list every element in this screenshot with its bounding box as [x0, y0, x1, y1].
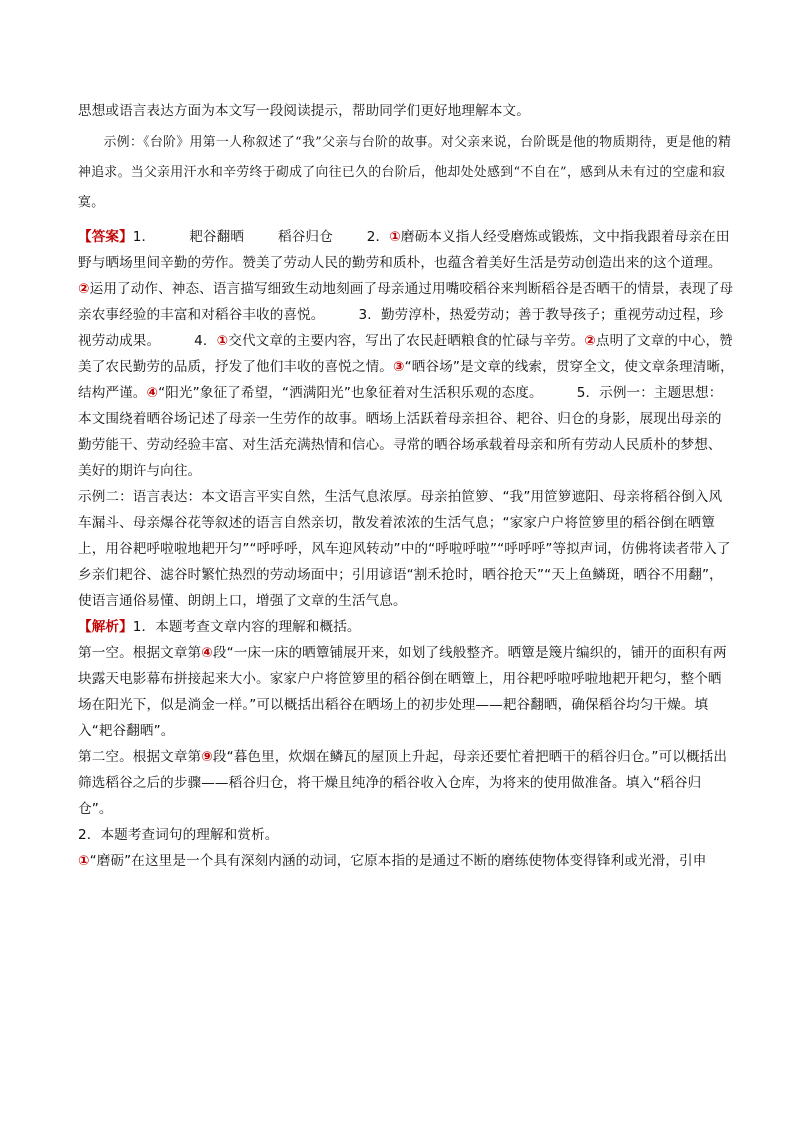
- analysis-blank-2: [78, 744, 734, 822]
- answer-q2-text-2: 运用了动作、神态、语言描写细致生动地刻画了母亲通过用嘴咬稻谷来判断稻谷是否晒干的情景，表现了母亲农事经验的丰富和对稻谷丰收的喜悦。: [78, 281, 734, 323]
- answer-q4-mark-2: ②: [584, 333, 596, 349]
- analysis-blank-2-mark: ⑨: [201, 749, 213, 765]
- example-paragraph: 示例：《台阶》用第一人称叙述了“我”父亲与台阶的故事。对父亲来说，台阶既是他的物质期待，更是他的精神追求。当父亲用汗水和辛劳终于砌成了向往已久的台阶后，他却处处感到“不自在”，感到从未有过的空虚和寂寞。: [78, 135, 732, 210]
- analysis-q2-text: “磨砺”在这里是一个具有深刻内涵的动词，它原本指的是通过不断的磨练使物体变得锋利或光滑，引申: [89, 853, 707, 869]
- analysis-blank-1-prefix: 第一空。根据文章第: [78, 645, 202, 661]
- answer-q1-b: 稻谷归仓: [278, 229, 333, 245]
- analysis-q2-mark: ①: [78, 853, 90, 869]
- answer-q5-number: 5．: [576, 385, 600, 401]
- answer-paragraph-3: 示例二：语言表达：本文语言平实自然，生活气息浓厚。母亲拍笸箩、“我”用笸箩遮阳、母亲将稻谷倒入风车漏斗、母亲爆谷花等叙述的语言自然亲切，散发着浓浓的生活气息；“家家户户将笸箩里的稻谷倒在晒簟上，用谷耙呼啦啦地耙开匀”“呼呼呼，风车迎风转动”中的“呼啦呼啦”“呼呼呼”等拟声词，仿佛将读者带入了乡亲们耙谷、滤谷时繁忙热烈的劳动场面中；引用谚语“割禾抢时，晒谷抢天”“天上鱼鳞斑，晒谷不用翻”，使语言通俗易懂、朗朗上口，增强了文章的生活气息。: [78, 489, 731, 609]
- answer-q4-text-2: 点明了文章的中心，赞美了农民勤劳的品质，抒发了他们丰收的喜悦之情。: [78, 333, 733, 375]
- answer-q2-mark-2: ②: [78, 281, 90, 297]
- intro-line: 思想或语言表达方面为本文写一段阅读提示，帮助同学们更好地理解本文。: [78, 103, 530, 119]
- analysis-label: 【解析】: [78, 619, 133, 635]
- analysis-blank-2-prefix: 第二空。根据文章第: [78, 749, 202, 765]
- analysis-q1-heading: 1．本题考查文章内容的理解和概括。: [132, 619, 361, 635]
- answer-label: 【答案】: [78, 229, 133, 245]
- answer-q1-a: 耙谷翻晒: [189, 229, 245, 245]
- analysis-q2-heading: 2．本题考查词句的理解和赏析。: [78, 827, 279, 843]
- answer-q4-text-4: “阳光”象征了希望，“洒满阳光”也象征着对生活积乐观的态度。: [158, 385, 543, 401]
- answer-q2-number: 2．: [366, 229, 390, 245]
- analysis-blank-1-text: 段“一床一床的晒簟铺展开来，如划了线般整齐。晒簟是篾片编织的，铺开的面积有两块露天电影幕布拼接起来大小。家家户户将笸箩里的稻谷倒在晒簟上，用谷耙呼啦呼啦地耙开耙匀，整个晒场在阳光下，似是淌金一样。”可以概括出稻谷在晒场上的初步处理——耙谷翻晒，确保稻谷均匀干燥。填入“耙谷翻晒”。: [78, 645, 727, 739]
- answer-q2-mark-1: ①: [389, 229, 401, 245]
- answer-q4-number: 4．: [194, 333, 217, 349]
- answer-q4-mark-3: ③: [392, 359, 405, 375]
- answer-paragraph-1: [78, 224, 734, 276]
- answer-q4-text-3: “晒谷场”是文章的线索，贯穿全文，使文章条理清晰，结构严谨。: [78, 359, 734, 401]
- answer-q4-mark-4: ④: [146, 385, 159, 401]
- analysis-blank-2-text: 段“暮色里，炊烟在鳞瓦的屋顶上升起，母亲还要忙着把晒干的稻谷归仓。”可以概括出筛选稻谷之后的步骤——稻谷归仓，将干燥且纯净的稻谷收入仓库，为将来的使用做准备。填入“稻谷归仓”。: [78, 749, 728, 817]
- analysis-blank-1: [78, 640, 734, 744]
- answer-q4-text-1: 交代文章的主要内容，写出了农民赶晒粮食的忙碌与辛劳。: [228, 333, 585, 349]
- analysis-blank-1-mark: ④: [201, 645, 213, 661]
- answer-q4-mark-1: ①: [216, 333, 229, 349]
- answer-q1-number: 1．: [132, 229, 156, 245]
- answer-q3-number: 3．: [358, 307, 381, 323]
- answer-q5-text-1: 示例一：主题思想：本文围绕着晒谷场记述了母亲一生劳作的故事。晒场上活跃着母亲担谷、耙谷、归仓的身影，展现出母亲的勤劳能干、劳动经验丰富、对生活充满热情和信心。寻常的晒谷场承载着母亲和所有劳动人民质朴的梦想、美好的期许与向往。: [78, 385, 723, 479]
- answer-q2-text-1: 磨砺本义指人经受磨炼或锻炼，文中指我跟着母亲在田野与晒场里间辛勤的劳作。赞美了劳动人民的勤劳和质朴，也蕴含着美好生活是劳动创造出来的这个道理。: [78, 229, 730, 271]
- answer-q3-text: 勤劳淳朴，热爱劳动；善于教导孩子；重视劳动过程，珍视劳动成果。: [78, 307, 724, 349]
- analysis-q2-paragraph: [78, 848, 734, 874]
- answer-paragraph-2: [78, 276, 734, 484]
- analysis-paragraph-1: [78, 614, 734, 640]
